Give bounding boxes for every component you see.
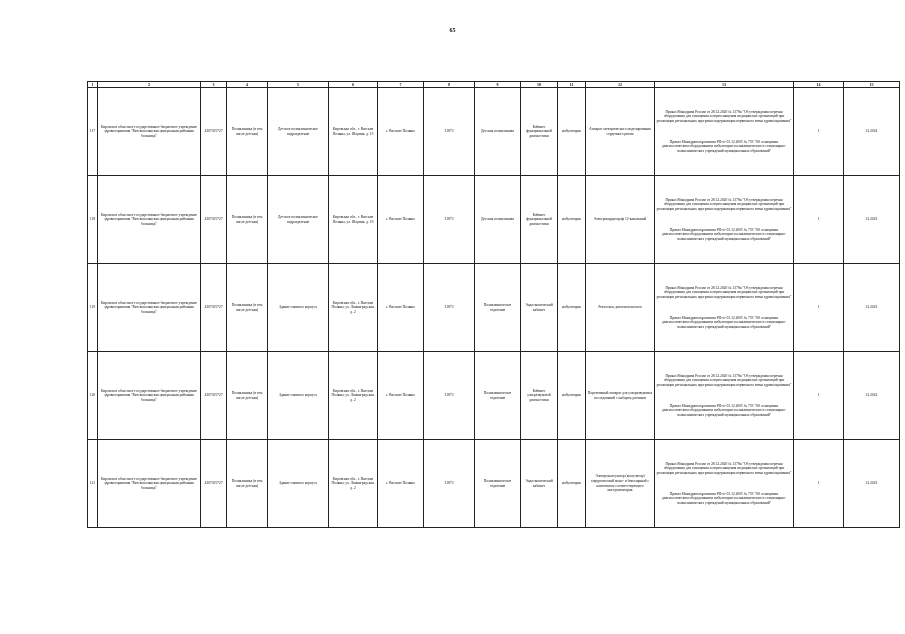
city-name: г. Вятские Поляны <box>378 88 424 176</box>
inn-code: 4307015727 <box>201 440 227 528</box>
room-name: Кабинет ультразвуковой диагностики <box>521 352 558 440</box>
address: Кировская обл., г. Вятские Поляны, ул. Шорина, д. 15 <box>329 88 378 176</box>
service-type: Поликлиника (в том числе детская) <box>227 440 268 528</box>
regulation-order-753: Приказ Минздравсоцразвития РФ от 01.12.2005 № 753 "Об оснащении диагностическим оборудованием амбулаторно-поликлинических и стационарно-поликлинических учреждений муниципальных образований" <box>661 315 787 329</box>
regulation-order-1379n: Приказ Минздрава России от 28.12.2020 № 1379н "Об утверждении перечня оборудования для оснащения и переоснащения медицинских организаций при реализации региональных программ модернизации первичного звена здравоохранения" <box>656 197 792 211</box>
regulation-order-1379n: Приказ Минздрава России от 28.12.2020 № 1379н "Об утверждении перечня оборудования для оснащения и переоснащения медицинских организаций при реализации региональных программ модернизации первичного звена здравоохранения" <box>656 285 792 299</box>
regulation-order-1379n: Приказ Минздрава России от 28.12.2020 № 1379н "Об утверждении перечня оборудования для оснащения и переоснащения медицинских организаций при реализации региональных программ модернизации первичного звена здравоохранения" <box>656 109 792 123</box>
quantity: 1 <box>794 88 844 176</box>
city-name: г. Вятские Поляны <box>378 264 424 352</box>
deadline-date: 12.2022 <box>844 352 900 440</box>
regulation-order-1379n: Приказ Минздрава России от 28.12.2020 № 1379н "Об утверждении перечня оборудования для оснащения и переоснащения медицинских организаций при реализации региональных программ модернизации первичного звена здравоохранения" <box>656 461 792 475</box>
inn-code: 4307015727 <box>201 88 227 176</box>
room-name: Кабинет функциональной диагностики <box>521 88 558 176</box>
column-number: 12 <box>586 82 655 88</box>
care-type: амбулаторно <box>558 88 586 176</box>
quantity: 1 <box>794 264 844 352</box>
city-name: г. Вятские Поляны <box>378 176 424 264</box>
oktmo-code: 31873 <box>424 88 475 176</box>
table-row <box>88 352 900 440</box>
inn-code: 4307015727 <box>201 264 227 352</box>
column-number: 9 <box>475 82 521 88</box>
table-row <box>88 176 900 264</box>
regulation-cell <box>655 88 794 176</box>
equipment-name: Электрокоагулятор (коагулятор) хирургический моно- и биполярный с комплектом соответствующего инструментария <box>586 440 655 528</box>
table-row <box>88 264 900 352</box>
oktmo-code: 31873 <box>424 352 475 440</box>
regulation-order-1379n: Приказ Минздрава России от 28.12.2020 № 1379н "Об утверждении перечня оборудования для оснащения и переоснащения медицинских организаций при реализации региональных программ модернизации первичного звена здравоохранения" <box>656 373 792 387</box>
row-number: 119 <box>88 264 98 352</box>
regulation-cell <box>655 352 794 440</box>
building-name: Здание главного корпуса <box>268 264 329 352</box>
row-number: 121 <box>88 440 98 528</box>
row-number: 117 <box>88 88 98 176</box>
table-row <box>88 440 900 528</box>
department-name: Поликлиническое отделение <box>475 352 521 440</box>
column-number: 13 <box>655 82 794 88</box>
inn-code: 4307015727 <box>201 352 227 440</box>
building-name: Детское поликлиническое подразделение <box>268 176 329 264</box>
department-name: Поликлиническое отделение <box>475 440 521 528</box>
building-name: Здание главного корпуса <box>268 440 329 528</box>
organization-name: Кировское областное государственное бюджетное учреждение здравоохранения "Вятскополянская центральная районная больница" <box>98 440 201 528</box>
quantity: 1 <box>794 440 844 528</box>
column-number: 15 <box>844 82 900 88</box>
deadline-date: 12.2024 <box>844 88 900 176</box>
care-type: амбулаторно <box>558 440 586 528</box>
organization-name: Кировское областное государственное бюджетное учреждение здравоохранения "Вятскополянская центральная районная больница" <box>98 88 201 176</box>
address: Кировская обл., г. Вятские Поляны, ул. Шорина, д. 19 <box>329 176 378 264</box>
building-name: Детское поликлиническое подразделение <box>268 88 329 176</box>
deadline-date: 12.2023 <box>844 440 900 528</box>
quantity: 1 <box>794 176 844 264</box>
service-type: Поликлиника (в том числе детская) <box>227 176 268 264</box>
page-number: 65 <box>449 28 456 34</box>
oktmo-code: 31873 <box>424 440 475 528</box>
equipment-name: Аппарат электрического моделирования сердечного ритма <box>586 88 655 176</box>
regulation-order-753: Приказ Минздравсоцразвития РФ от 01.12.2005 № 753 "Об оснащении диагностическим оборудованием амбулаторно-поликлинических и стационарно-поликлинических учреждений муниципальных образований" <box>661 403 787 417</box>
regulation-order-753: Приказ Минздравсоцразвития РФ от 01.12.2005 № 753 "Об оснащении диагностическим оборудованием амбулаторно-поликлинических и стационарно-поликлинических учреждений муниципальных образований" <box>661 139 787 153</box>
column-number: 6 <box>329 82 378 88</box>
equipment-table <box>87 81 900 528</box>
deadline-date: 12.2023 <box>844 176 900 264</box>
organization-name: Кировское областное государственное бюджетное учреждение здравоохранения "Вятскополянская центральная районная больница" <box>98 176 201 264</box>
inn-code: 4307015727 <box>201 176 227 264</box>
organization-name: Кировское областное государственное бюджетное учреждение здравоохранения "Вятскополянская центральная районная больница" <box>98 352 201 440</box>
room-name: Эндоскопический кабинет <box>521 264 558 352</box>
care-type: амбулаторно <box>558 352 586 440</box>
quantity: 1 <box>794 352 844 440</box>
equipment-name: Электрокардиограф 12-канальный <box>586 176 655 264</box>
column-number: 4 <box>227 82 268 88</box>
oktmo-code: 31873 <box>424 176 475 264</box>
column-number: 1 <box>88 82 98 88</box>
address: Кировская обл., г. Вятские Поляны, ул. Ленинградская, д. 2 <box>329 440 378 528</box>
room-name: Эндоскопический кабинет <box>521 440 558 528</box>
equipment-name: Портативный аппарат для ультразвуковых исследований с набором датчиков <box>586 352 655 440</box>
service-type: Поликлиника (в том числе детская) <box>227 264 268 352</box>
row-number: 120 <box>88 352 98 440</box>
room-name: Кабинет функциональной диагностики <box>521 176 558 264</box>
building-name: Здание главного корпуса <box>268 352 329 440</box>
row-number: 118 <box>88 176 98 264</box>
regulation-cell <box>655 176 794 264</box>
address: Кировская обл., г. Вятские Поляны, ул. Ленинградская, д. 2 <box>329 352 378 440</box>
column-number: 10 <box>521 82 558 88</box>
organization-name: Кировское областное государственное бюджетное учреждение здравоохранения "Вятскополянская центральная районная больница" <box>98 264 201 352</box>
regulation-order-753: Приказ Минздравсоцразвития РФ от 01.12.2005 № 753 "Об оснащении диагностическим оборудованием амбулаторно-поликлинических и стационарно-поликлинических учреждений муниципальных образований" <box>661 491 787 505</box>
service-type: Поликлиника (в том числе детская) <box>227 352 268 440</box>
regulation-cell <box>655 440 794 528</box>
deadline-date: 12.2023 <box>844 264 900 352</box>
oktmo-code: 31873 <box>424 264 475 352</box>
department-name: Детская поликлиника <box>475 176 521 264</box>
department-name: Детская поликлиника <box>475 88 521 176</box>
column-number: 7 <box>378 82 424 88</box>
city-name: г. Вятские Поляны <box>378 440 424 528</box>
column-number: 8 <box>424 82 475 88</box>
care-type: амбулаторно <box>558 176 586 264</box>
column-number: 2 <box>98 82 201 88</box>
regulation-order-753: Приказ Минздравсоцразвития РФ от 01.12.2005 № 753 "Об оснащении диагностическим оборудованием амбулаторно-поликлинических и стационарно-поликлинических учреждений муниципальных образований" <box>661 227 787 241</box>
department-name: Поликлиническое отделение <box>475 264 521 352</box>
equipment-name: Ректоскоп, ректоколоноскоп <box>586 264 655 352</box>
column-number: 11 <box>558 82 586 88</box>
address: Кировская обл., г. Вятские Поляны, ул. Ленинградская, д. 2 <box>329 264 378 352</box>
table-row <box>88 88 900 176</box>
column-number: 14 <box>794 82 844 88</box>
column-number: 3 <box>201 82 227 88</box>
regulation-cell <box>655 264 794 352</box>
city-name: г. Вятские Поляны <box>378 352 424 440</box>
column-number: 5 <box>268 82 329 88</box>
care-type: амбулаторно <box>558 264 586 352</box>
service-type: Поликлиника (в том числе детская) <box>227 88 268 176</box>
